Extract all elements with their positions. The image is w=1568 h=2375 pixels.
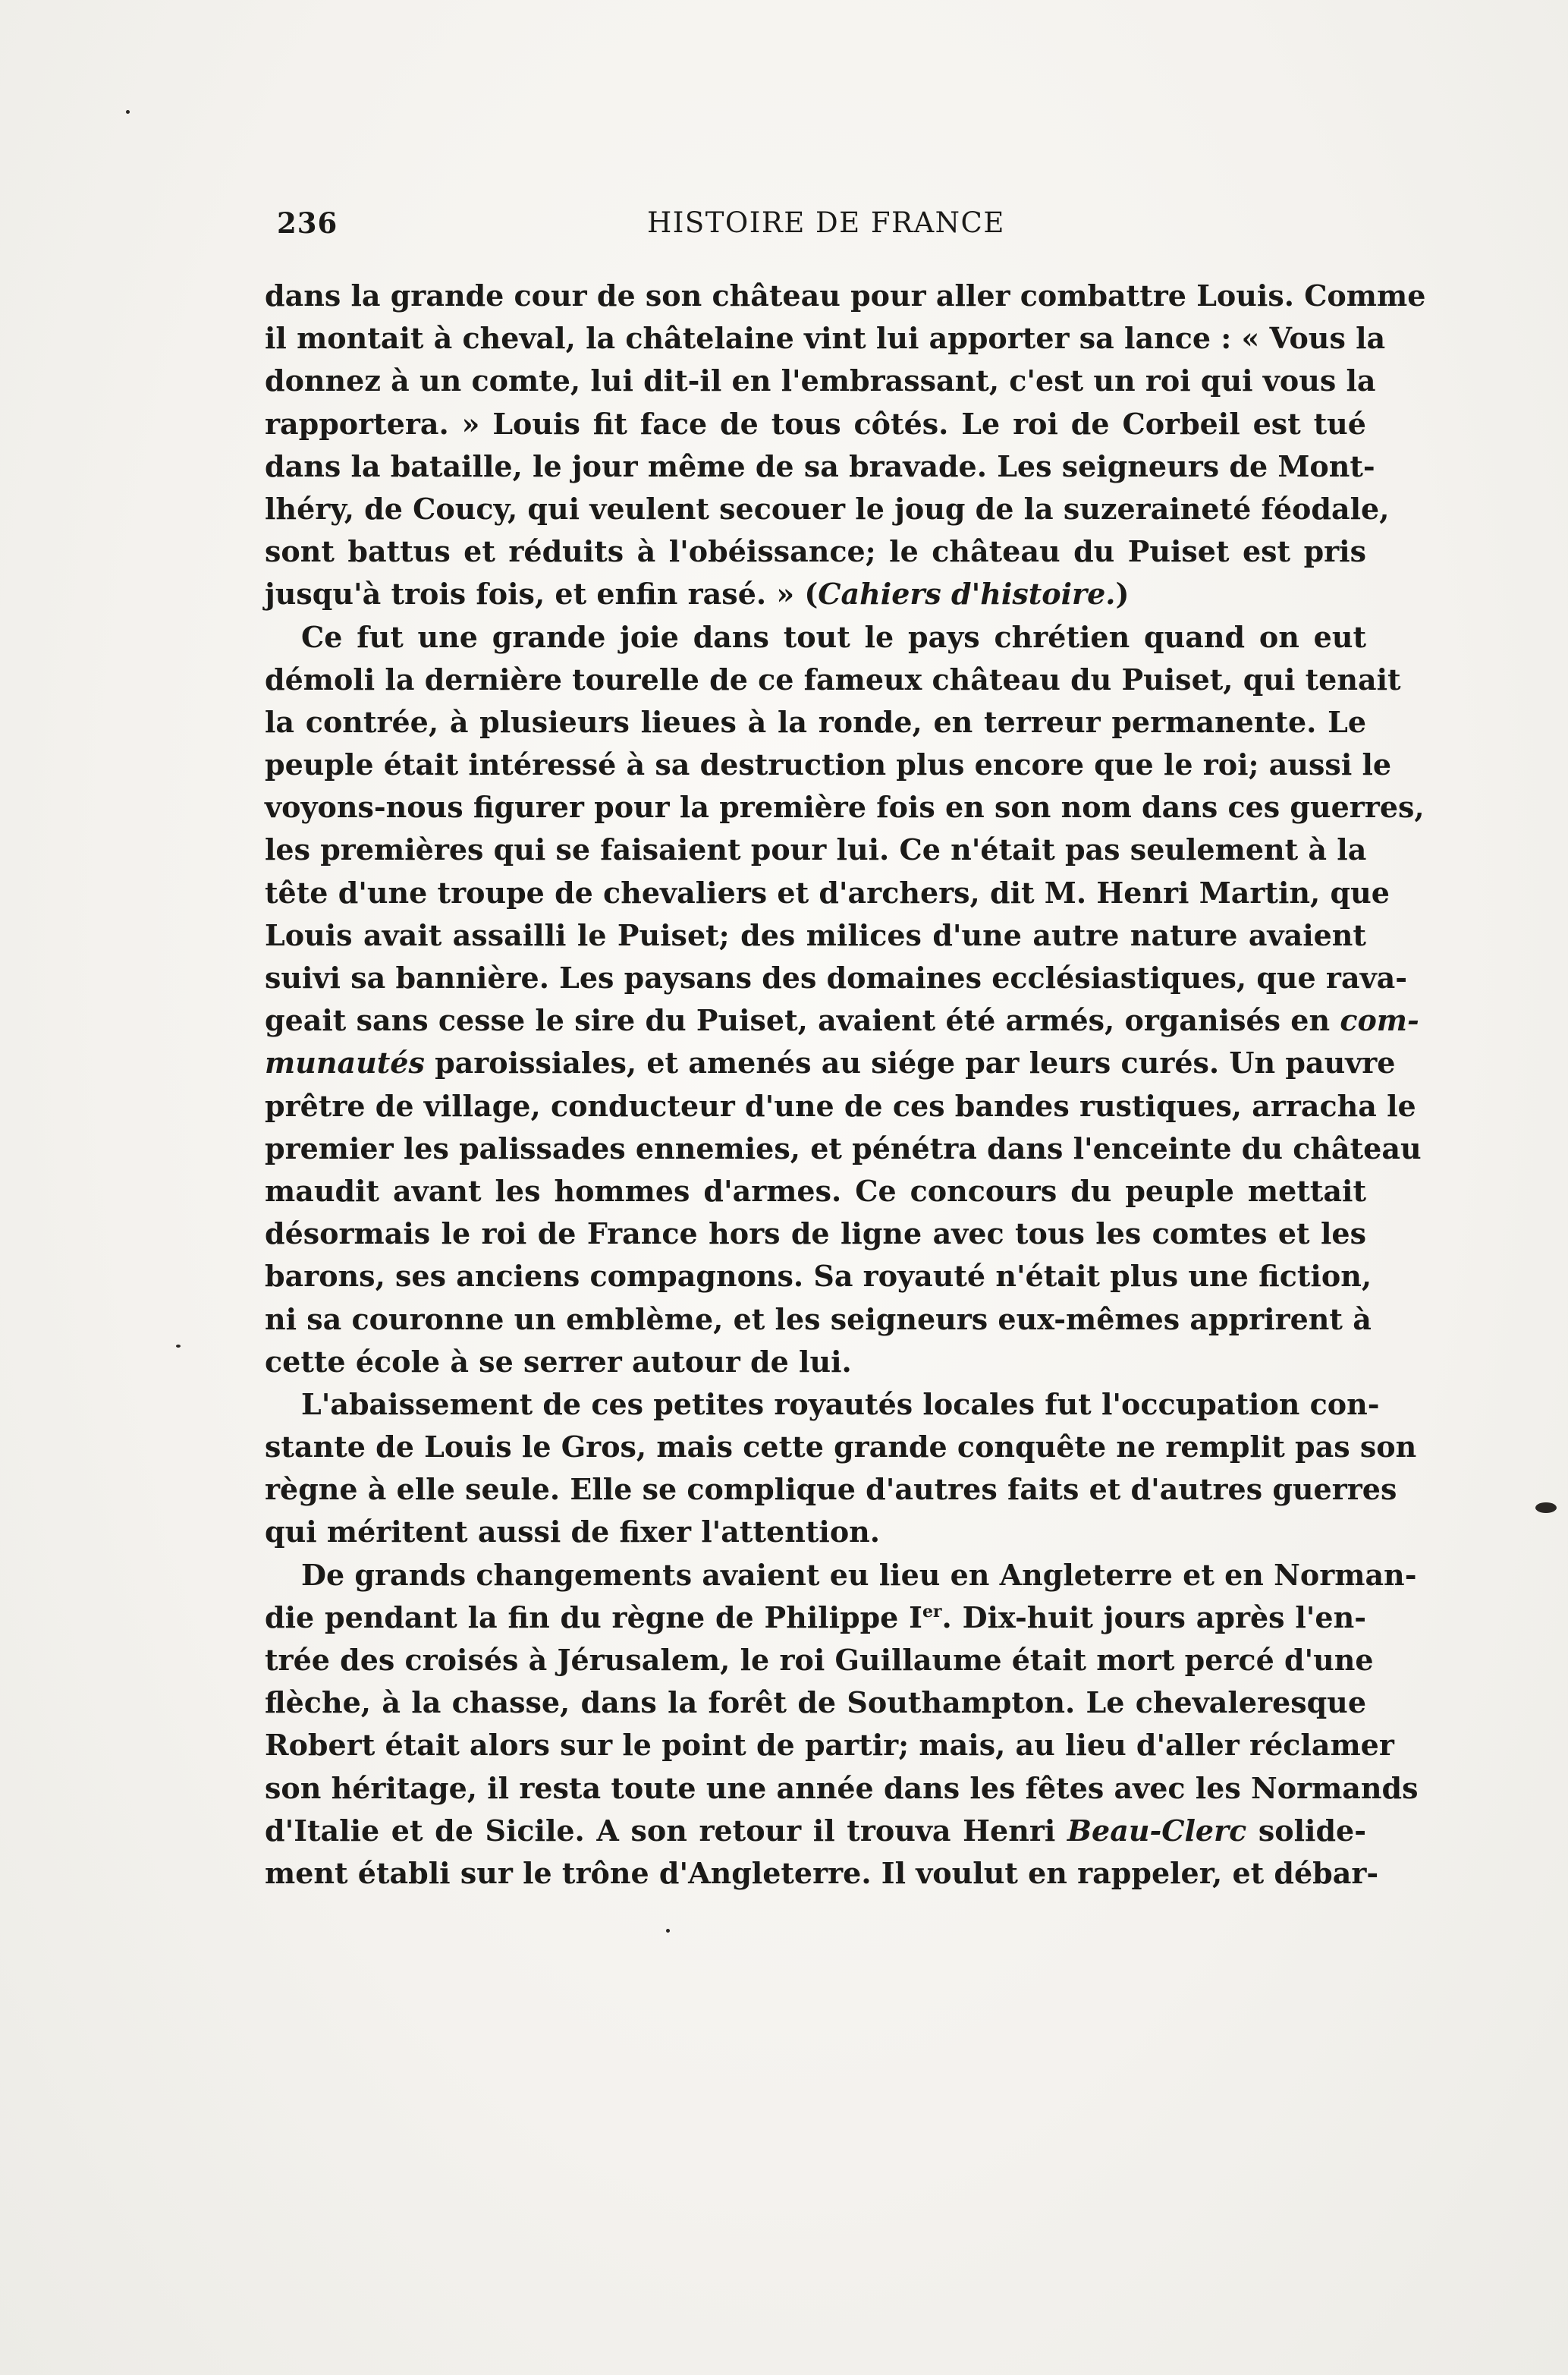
text-line: maudit avant les hommes d'armes. Ce concours du peuple mettait <box>265 1173 1366 1208</box>
text-line: Ce fut une grande joie dans tout le pays chrétien quand on eut <box>301 619 1366 654</box>
ink-speck <box>176 1345 181 1348</box>
italic-text: munautés <box>265 1046 425 1081</box>
text-line: démoli la dernière tourelle de ce fameux château du Puiset, qui tenait <box>265 662 1401 697</box>
text-line: il montait à cheval, la châtelaine vint lui apporter sa lance : « Vous la <box>265 321 1386 356</box>
text-line: dans la bataille, le jour même de sa bravade. Les seigneurs de Mont- <box>265 448 1375 483</box>
ink-speck <box>126 110 130 114</box>
text-line: les premières qui se faisaient pour lui. Ce n'était pas seulement à la <box>265 832 1367 867</box>
running-header <box>277 206 1365 244</box>
text-line: geait sans cesse le sire du Puiset, avaient été armés, organisés en com- <box>265 1003 1419 1038</box>
text-line: premier les palissades ennemies, et pénétra dans l'enceinte du château <box>265 1131 1422 1165</box>
text-line: peuple était intéressé à sa destruction plus encore que le roi; aussi le <box>265 747 1392 782</box>
text-line: règne à elle seule. Elle se complique d'autres faits et d'autres guerres <box>265 1472 1397 1507</box>
italic-text: Cahiers d'histoire. <box>818 577 1116 612</box>
text-line: barons, ses anciens compagnons. Sa royauté n'était plus une fiction, <box>265 1259 1372 1294</box>
text-line: son héritage, il resta toute une année dans les fêtes avec les Normands <box>265 1770 1419 1805</box>
text-line: sont battus et réduits à l'obéissance; le château du Puiset est pris <box>265 534 1366 569</box>
text-line: jusqu'à trois fois, et enfin rasé. » (Cahiers d'histoire.) <box>265 577 1130 612</box>
italic-text: Beau-Clerc <box>1067 1813 1247 1848</box>
text-line: tête d'une troupe de chevaliers et d'archers, dit M. Henri Martin, que <box>265 875 1390 910</box>
text-line: trée des croisés à Jérusalem, le roi Guillaume était mort percé d'une <box>265 1643 1374 1677</box>
text-line: stante de Louis le Gros, mais cette grande conquête ne remplit pas son <box>265 1430 1417 1464</box>
ink-speck <box>666 1929 670 1933</box>
ink-smudge <box>1535 1502 1557 1513</box>
text-line: voyons-nous figurer pour la première fois en son nom dans ces guerres, <box>265 790 1425 825</box>
text-line: dans la grande cour de son château pour aller combattre Louis. Comme <box>265 278 1426 313</box>
text-line: qui méritent aussi de fixer l'attention. <box>265 1515 881 1549</box>
text-line: rapportera. » Louis fit face de tous côtés. Le roi de Corbeil est tué <box>265 406 1366 441</box>
text-line: lhéry, de Coucy, qui veulent secouer le joug de la suzeraineté féodale, <box>265 491 1390 526</box>
text-line: prêtre de village, conducteur d'une de ces bandes rustiques, arracha le <box>265 1088 1416 1123</box>
text-line: ment établi sur le trône d'Angleterre. Il voulut en rappeler, et débar- <box>265 1855 1379 1890</box>
text-line: Robert était alors sur le point de partir; mais, au lieu d'aller réclamer <box>265 1728 1394 1763</box>
text-line: la contrée, à plusieurs lieues à la ronde, en terreur permanente. Le <box>265 704 1366 739</box>
text-line: cette école à se serrer autour de lui. <box>265 1344 852 1379</box>
text-line: donnez à un comte, lui dit-il en l'embrassant, c'est un roi qui vous la <box>265 363 1376 398</box>
text-line: suivi sa bannière. Les paysans des domaines ecclésiastiques, que rava- <box>265 961 1408 995</box>
text-line: De grands changements avaient eu lieu en Angleterre et en Norman- <box>301 1557 1417 1592</box>
text-line: désormais le roi de France hors de ligne avec tous les comtes et les <box>265 1216 1366 1251</box>
italic-text: com- <box>1340 1003 1419 1038</box>
text-line: Louis avait assailli le Puiset; des milices d'une autre nature avaient <box>265 917 1366 952</box>
page-number: 236 <box>277 206 338 240</box>
text-line: L'abaissement de ces petites royautés locales fut l'occupation con- <box>301 1386 1380 1421</box>
text-line: munautés paroissiales, et amenés au siége par leurs curés. Un pauvre <box>265 1046 1396 1081</box>
text-line: d'Italie et de Sicile. A son retour il trouva Henri Beau-Clerc solide- <box>265 1813 1367 1848</box>
body-text <box>265 275 1426 1895</box>
running-title: HISTOIRE DE FRANCE <box>647 206 1005 239</box>
text-line: ni sa couronne un emblème, et les seigneurs eux-mêmes apprirent à <box>265 1301 1372 1336</box>
text-line: die pendant la fin du règne de Philippe Ier. Dix-huit jours après l'en- <box>265 1600 1367 1634</box>
text-line: flèche, à la chasse, dans la forêt de Southampton. Le chevaleresque <box>265 1685 1366 1720</box>
